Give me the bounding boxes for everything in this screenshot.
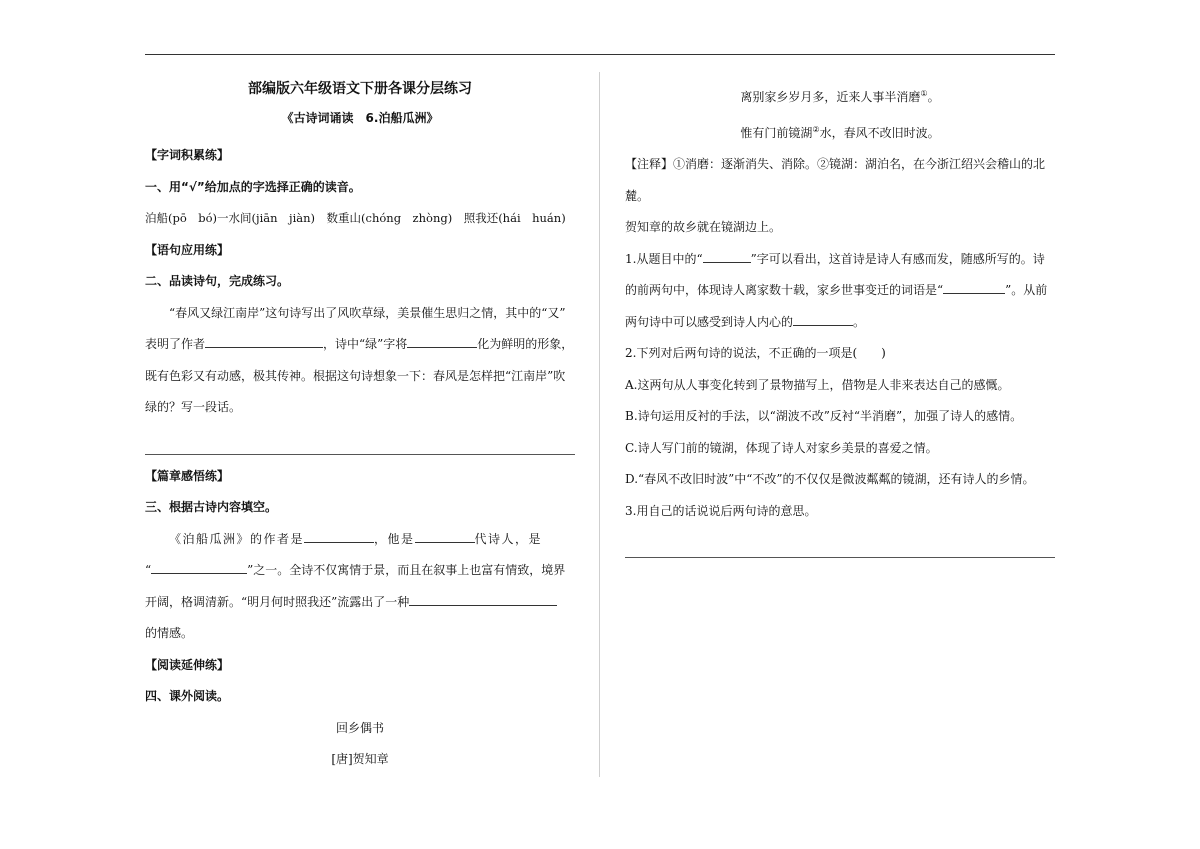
blank-title-word[interactable] — [703, 248, 751, 263]
question-2-line-3: 既有色彩又有动感，极其传神。根据这句诗想象一下：春风是怎样把“江南岸”吹 — [145, 368, 566, 383]
question-1-title: 一、用“√”给加点的字选择正确的读音。 — [145, 179, 361, 194]
reading-q1-line-1: 1.从题目中的“ ”字可以看出，这首诗是诗人有感而发，随感所写的。诗 — [625, 244, 1055, 276]
blank-change-words[interactable] — [943, 279, 1005, 294]
blank-dynasty[interactable] — [415, 528, 475, 543]
question-2-line-1: “春风又绿江南岸”这句诗写出了风吹草绿，美景催生思归之情，其中的“又” — [169, 305, 566, 320]
reading-q1-line-3: 两句诗中可以感受到诗人内心的 。 — [625, 307, 1055, 339]
reading-q3: 3.用自己的话说说后两句诗的意思。 — [625, 503, 817, 518]
answer-line-q2[interactable] — [145, 424, 575, 455]
section-vocab: 【字词积累练】 — [145, 148, 230, 162]
question-2-title: 二、品读诗句，完成练习。 — [145, 274, 290, 288]
section-reading: 【阅读延伸练】 — [145, 657, 230, 672]
left-column — [145, 78, 575, 776]
blank-inner-feeling[interactable] — [793, 311, 853, 326]
blank-author-feeling[interactable] — [205, 333, 323, 348]
poem-title: 回乡偶书 — [335, 720, 384, 735]
poem-line-1: 离别家乡岁月多，近来人事半消磨①。 — [740, 89, 940, 104]
page-subtitle: 《古诗词诵读 6.泊船瓜洲》 — [281, 111, 439, 125]
section-passage: 【篇章感悟练】 — [145, 468, 230, 483]
blank-author[interactable] — [304, 528, 374, 543]
option-d[interactable]: D.“春风不改旧时波”中“不改”的不仅仅是微波粼粼的镜湖，还有诗人的乡情。 — [625, 472, 1035, 486]
option-b[interactable]: B.诗句运用反衬的手法，以“湖波不改”反衬“半消磨”，加强了诗人的感情。 — [625, 409, 1023, 423]
reading-q1-line-2: 的前两句中，体现诗人离家数十载，家乡世事变迁的词语是“ ”。从前 — [625, 275, 1055, 307]
question-2-line-2: 表明了作者 ，诗中“绿”字将 化为鲜明的形象， — [145, 329, 575, 361]
answer-line-q3[interactable] — [625, 527, 1055, 558]
poem-line-2: 惟有门前镜湖②水，春风不改旧时波。 — [740, 124, 940, 140]
question-1-pinyin: 泊船(pō bó)一水间(jiān jiàn) 数重山(chóng zhòng) 照我还(hái huán) — [145, 211, 566, 225]
option-a[interactable]: A.这两句从人事变化转到了景物描写上，借物是人非来表达自己的感慨。 — [625, 377, 1010, 392]
page-title: 部编版六年级语文下册各课分层练习 — [248, 81, 472, 97]
question-4-title: 四、课外阅读。 — [145, 689, 230, 703]
poem-author: [唐]贺知章 — [331, 752, 389, 766]
annotation-line-1: 【注释】①消磨：逐渐消失、消除。②镜湖：湖泊名，在今浙江绍兴会稽山的北麓。 — [625, 157, 1046, 203]
reading-q2: 2.下列对后两句诗的说法，不正确的一项是( ) — [625, 346, 886, 360]
question-3-line-2: “ ”之一。全诗不仅寓情于景，而且在叙事上也富有情致，境界 — [145, 555, 575, 587]
question-3-line-3: 开阔，格调清新。“明月何时照我还”流露出了一种 — [145, 587, 575, 619]
blank-title-group[interactable] — [151, 559, 247, 574]
blank-green-word[interactable] — [407, 333, 477, 348]
question-3-line-1: 《泊船瓜洲》的作者是 ，他是 代诗人，是 — [145, 524, 575, 556]
top-rule — [145, 54, 1055, 55]
question-2-line-4: 绿的？写一段话。 — [145, 400, 242, 414]
column-divider — [599, 72, 600, 777]
question-3-title: 三、根据古诗内容填空。 — [145, 500, 278, 514]
right-column — [625, 78, 1055, 564]
annotation-line-2: 贺知章的故乡就在镜湖边上。 — [625, 220, 782, 234]
question-3-line-4: 的情感。 — [145, 626, 194, 640]
section-sentence: 【语句应用练】 — [145, 242, 230, 257]
blank-emotion[interactable] — [409, 591, 557, 606]
option-c[interactable]: C.诗人写门前的镜湖，体现了诗人对家乡美景的喜爱之情。 — [625, 440, 938, 455]
